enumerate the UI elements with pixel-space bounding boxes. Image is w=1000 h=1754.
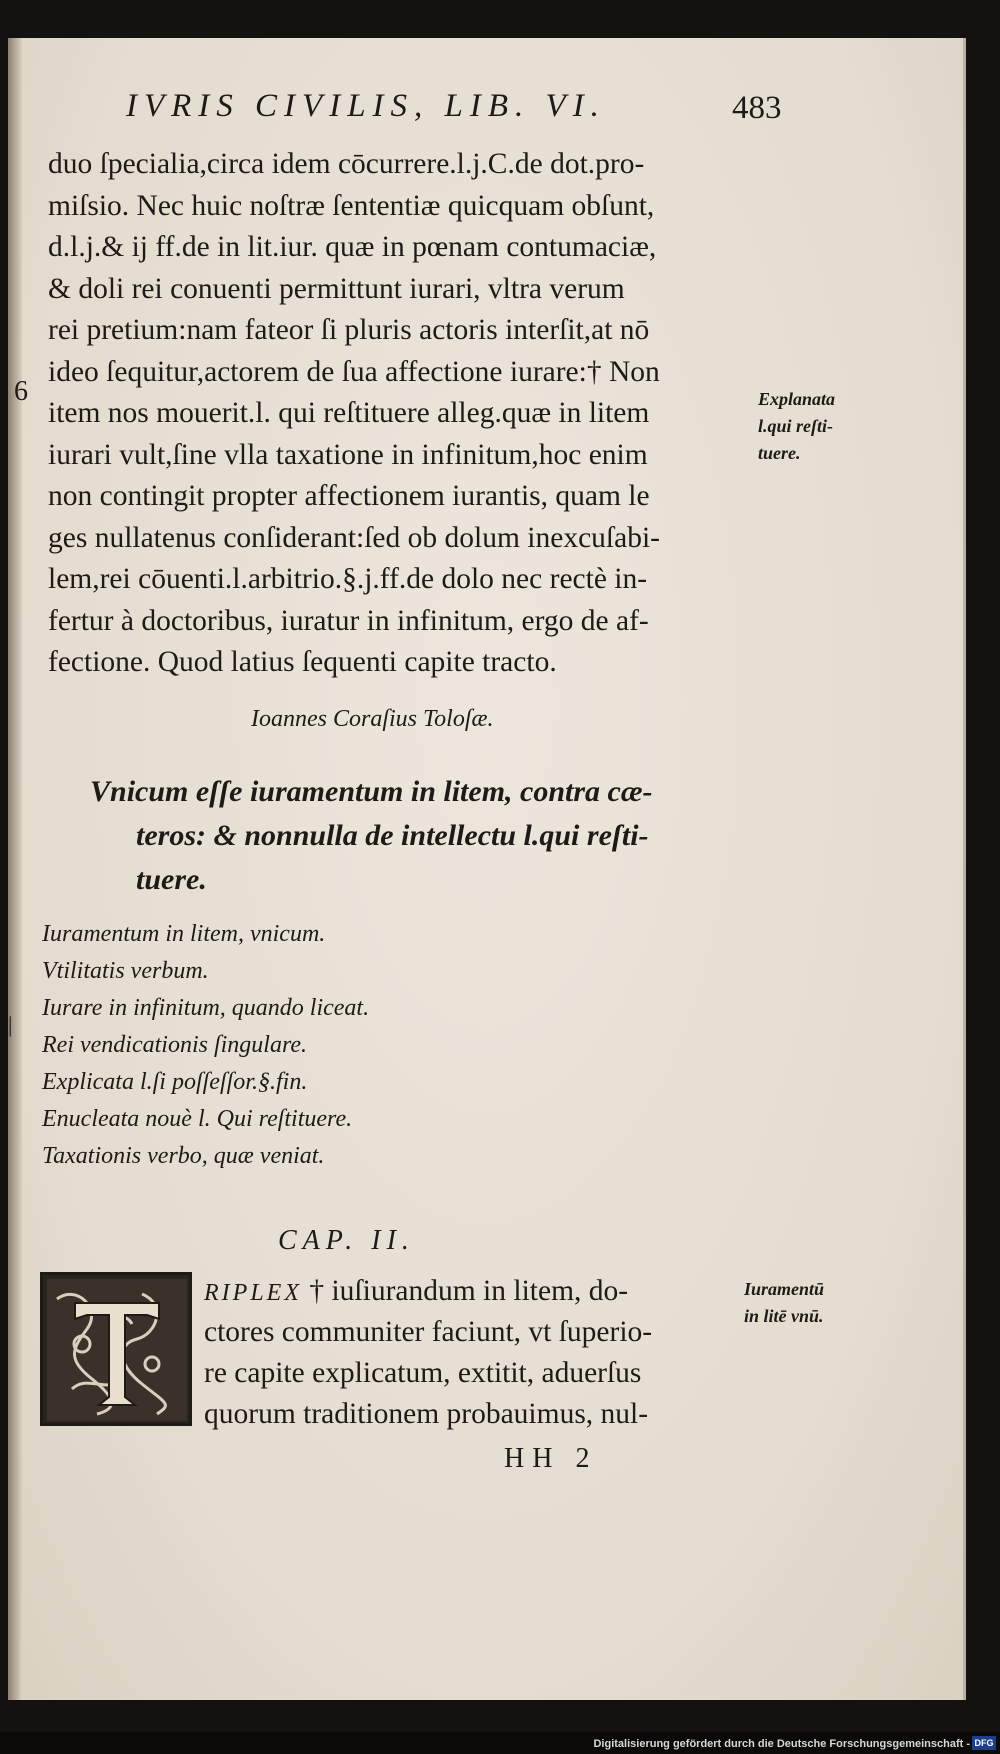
summary-item: Enucleata nouè l. Qui reſtituere.: [42, 1106, 353, 1132]
author-signature: Ioannes Coraſius Toloſæ.: [251, 706, 494, 732]
margin-mark: |: [8, 1012, 13, 1037]
text-line: item nos mouerit.l. qui reſtituere alleg.quæ in litem: [48, 397, 650, 429]
summary-item: Vtilitatis verbum.: [42, 958, 209, 984]
text-line: ideo ſequitur,actorem de ſua affectione iurare:† Non: [48, 355, 660, 388]
chapter-heading: CAP. II.: [278, 1225, 415, 1256]
chapter-summary-list: [42, 916, 742, 1175]
margin-note-explanata: [758, 386, 835, 467]
summary-item: Explicata l.ſi poſſeſſor.§.fin.: [42, 1069, 308, 1095]
text-line: rei pretium:nam fateor ſi pluris actoris interſit,at nō: [48, 314, 650, 346]
text-line: & doli rei conuenti permittunt iurari, vltra verum: [48, 272, 625, 305]
decorated-initial-icon: [47, 1279, 187, 1421]
text-line: lem,rei cōuenti.l.arbitrio.§.j.ff.de dolo nec rectè in-: [48, 563, 648, 595]
margin-note-line: l.qui reſti-: [758, 416, 833, 436]
summary-item: Taxationis verbo, quæ veniat.: [42, 1143, 325, 1169]
line-marker: 6: [14, 376, 28, 407]
text-line: ges nullatenus conſiderant:ſed ob dolum inexcuſabi-: [48, 521, 660, 554]
running-head: IVRIS CIVILIS, LIB. VI.: [126, 88, 606, 124]
text-line: quorum traditionem probauimus, nul-: [204, 1398, 649, 1430]
chapter-title: [90, 770, 770, 902]
page-number: 483: [732, 90, 782, 126]
footer-credit: Digitalisierung gefördert durch die Deutsche Forschungsgemeinschaft -: [593, 1738, 970, 1750]
text-line: duo ſpecialia,circa idem cōcurrere.l.j.C.de dot.pro-: [48, 148, 645, 180]
summary-item: Iurare in infinitum, quando liceat.: [42, 995, 370, 1021]
dfg-logo: DFG: [972, 1736, 996, 1750]
chapter-title-line: tuere.: [136, 863, 207, 896]
book-page: [8, 38, 966, 1700]
body-paragraph: [48, 144, 758, 684]
page-gutter: [8, 38, 22, 1700]
text-line: [204, 1271, 764, 1312]
margin-note-line: tuere.: [758, 443, 801, 463]
decorated-initial-t: [40, 1272, 192, 1426]
footer-bar: [0, 1732, 1000, 1754]
page-edge: [963, 38, 966, 1700]
text-line: non contingit propter affectionem iurantis, quam le: [48, 480, 650, 512]
text-line: ctores communiter faciunt, vt ſuperio-: [204, 1316, 653, 1348]
summary-item: Rei vendicationis ſingulare.: [42, 1032, 308, 1058]
margin-note-iuramentum: [744, 1276, 824, 1330]
chapter-title-line: Vnicum eſſe iuramentum in litem, contra cæ-: [90, 775, 653, 808]
chapter-paragraph: [204, 1271, 764, 1435]
text-line: miſsio. Nec huic noſtræ ſententiæ quicquam obſunt,: [48, 189, 655, 222]
summary-item: Iuramentum in litem, vnicum.: [42, 921, 326, 947]
margin-note-line: in litē vnū.: [744, 1306, 824, 1326]
signature-mark: HH 2: [504, 1443, 598, 1474]
text-line: d.l.j.& ij ff.de in lit.iur. quæ in pœnam contumaciæ,: [48, 231, 657, 263]
text-line-rest: † iuſiurandum in litem, do-: [301, 1275, 629, 1307]
chapter-title-line: teros: & nonnulla de intellectu l.qui reſti-: [136, 819, 649, 852]
text-line: fectione. Quod latius ſequenti capite tracto.: [48, 646, 557, 678]
margin-note-line: Explanata: [758, 389, 836, 409]
text-line: fertur à doctoribus, iuratur in infinitum, ergo de af-: [48, 604, 649, 637]
text-line: iurari vult,ſine vlla taxatione in infinitum,hoc enim: [48, 438, 648, 471]
margin-note-line: Iuramentū: [744, 1279, 825, 1299]
initial-word: RIPLEX: [204, 1280, 302, 1306]
text-line: re capite explicatum, extitit, aduerſus: [204, 1357, 642, 1389]
